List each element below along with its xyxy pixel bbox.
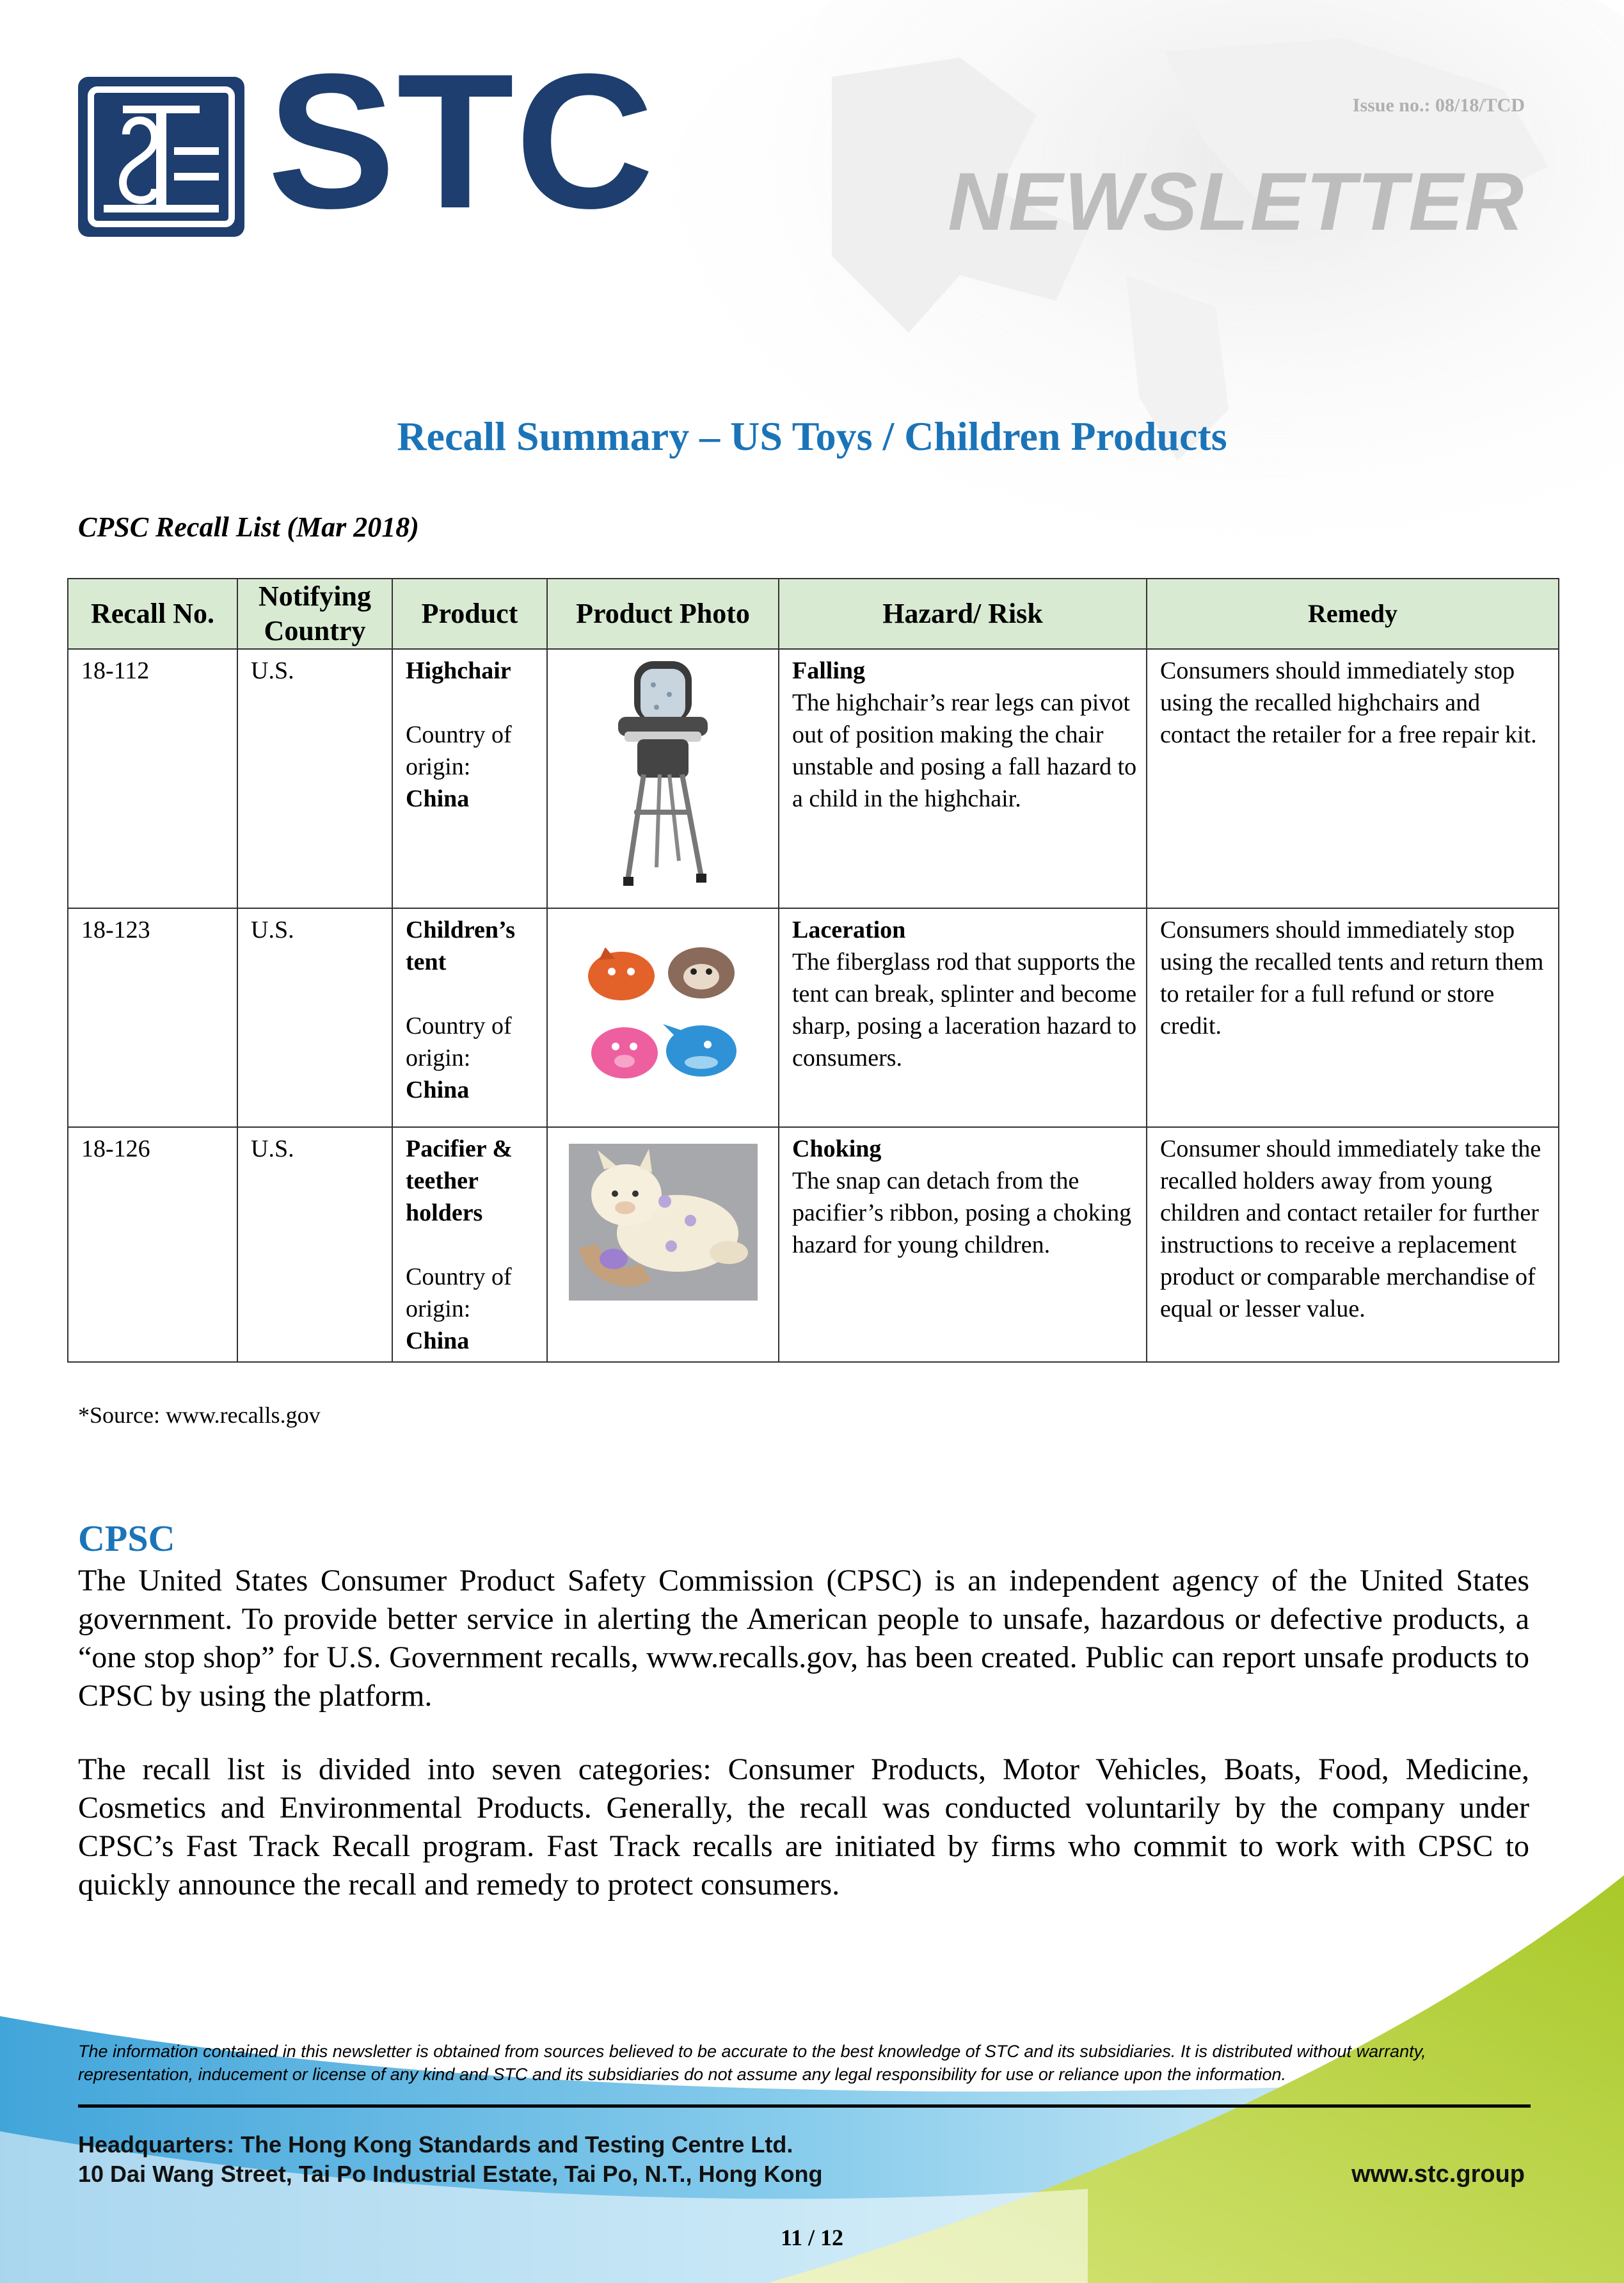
origin-country: China (406, 1327, 470, 1354)
table-row (68, 908, 1559, 1127)
logo-wordmark: STC (267, 33, 655, 248)
stc-logo (76, 33, 674, 248)
origin-label: origin: (406, 753, 471, 780)
origin-label: origin: (406, 1045, 471, 1071)
headquarters-block (78, 2130, 822, 2189)
notifying-country: U.S. (237, 649, 392, 908)
recall-number: 18-126 (68, 1127, 237, 1362)
tent-photo (580, 934, 746, 1094)
page-number: 11 / 12 (780, 2225, 843, 2250)
recall-number: 18-112 (68, 649, 237, 908)
origin-label: Country of (406, 1263, 512, 1290)
notifying-country: U.S. (237, 1127, 392, 1362)
table-row (68, 649, 1559, 908)
cpsc-paragraph-2: The recall list is divided into seven categories: Consumer Products, Motor Vehicles, Boats, Food, Medicine, Cosmetics and Environmental Products. Generally, the recall was conducted voluntarily by the company under CPSC’s Fast Track Recall program. Fast Track recalls are initiated by firms who commit to work with CPSC to quickly announce the recall and remedy to protect consumers. (78, 1752, 1529, 1902)
product-name: Children’s tent (406, 917, 516, 975)
product-name-line: Pacifier & (406, 1135, 513, 1162)
origin-label: origin: (406, 1295, 471, 1322)
headquarters-name: Headquarters: The Hong Kong Standards and Testing Centre Ltd. (78, 2131, 793, 2158)
product-name-line: teether (406, 1167, 479, 1194)
hazard-cell (779, 908, 1147, 1127)
table-header-row (68, 579, 1559, 649)
hazard-description: The highchair’s rear legs can pivot out of position making the chair unstable and posing a fall hazard to a child in the highchair. (792, 689, 1137, 812)
hazard-description: The snap can detach from the pacifier’s ribbon, posing a choking hazard for young children. (792, 1167, 1132, 1258)
col-remedy: Remedy (1147, 579, 1559, 649)
newsletter-label: NEWSLETTER (948, 156, 1525, 248)
world-map-watermark (640, 0, 1624, 627)
col-notifying-country (237, 579, 392, 649)
origin-country: China (406, 1077, 470, 1103)
highchair-photo (599, 656, 727, 893)
recall-list-heading: CPSC Recall List (Mar 2018) (78, 511, 419, 543)
hazard-cell (779, 1127, 1147, 1362)
recall-table (67, 578, 1559, 1363)
remedy-cell: Consumer should immediately take the recalled holders away from young children and contact retailer for further instructions to receive a replacement product or comparable merchandise of equal or lesser value. (1147, 1127, 1559, 1362)
col-country-line2: Country (264, 615, 366, 646)
product-cell (392, 1127, 547, 1362)
hazard-description: The fiberglass rod that supports the tent can break, splinter and become sharp, posing a laceration hazard to consumers. (792, 949, 1137, 1071)
product-cell (392, 649, 547, 908)
logo-emblem (78, 77, 244, 237)
source-note: *Source: www.recalls.gov (78, 1402, 321, 1428)
product-photo-cell (547, 1127, 779, 1362)
product-photo-cell (547, 649, 779, 908)
table-row (68, 1127, 1559, 1362)
col-recall-no: Recall No. (68, 579, 237, 649)
cpsc-heading: CPSC (78, 1518, 175, 1559)
origin-label: Country of (406, 721, 512, 748)
remedy-cell: Consumers should immediately stop using the recalled highchairs and contact the retailer for a free repair kit. (1147, 649, 1559, 908)
product-cell (392, 908, 547, 1127)
remedy-cell: Consumers should immediately stop using the recalled tents and return them to retailer for a full refund or store credit. (1147, 908, 1559, 1127)
footer-disclaimer: The information contained in this newsletter is obtained from sources believed to be accurate to the best knowledge of STC and its subsidiaries. It is distributed without warranty, representation, inducement or license of any kind and STC and its subsidiaries do not assume any legal responsibility for use or reliance upon the information. (78, 2042, 1426, 2084)
product-photo-cell (547, 908, 779, 1127)
footer-divider (78, 2104, 1531, 2108)
issue-number: Issue no.: 08/18/TCD (1352, 95, 1525, 116)
website-link[interactable]: www.stc.group (1351, 2161, 1525, 2188)
hazard-cell (779, 649, 1147, 908)
hazard-type: Laceration (792, 917, 906, 943)
notifying-country: U.S. (237, 908, 392, 1127)
origin-label: Country of (406, 1013, 512, 1039)
plush-holder-photo (569, 1144, 758, 1301)
hazard-type: Choking (792, 1135, 882, 1162)
col-hazard: Hazard/ Risk (779, 579, 1147, 649)
recall-number: 18-123 (68, 908, 237, 1127)
col-product: Product (392, 579, 547, 649)
page-title: Recall Summary – US Toys / Children Products (397, 413, 1227, 459)
product-name-line: holders (406, 1199, 483, 1226)
col-product-photo: Product Photo (547, 579, 779, 649)
headquarters-address: 10 Dai Wang Street, Tai Po Industrial Estate, Tai Po, N.T., Hong Kong (78, 2161, 823, 2187)
hazard-type: Falling (792, 657, 866, 684)
product-name: Highchair (406, 657, 511, 684)
cpsc-paragraph-1: The United States Consumer Product Safety Commission (CPSC) is an independent agency of the United States government. To provide better service in alerting the American people to unsafe, hazardous or defective products, a “one stop shop” for U.S. Government recalls, www.recalls.gov, has been created. Public can report unsafe products to CPSC by using the platform. (78, 1564, 1529, 1713)
origin-country: China (406, 785, 470, 812)
col-country-line1: Notifying (259, 581, 371, 612)
